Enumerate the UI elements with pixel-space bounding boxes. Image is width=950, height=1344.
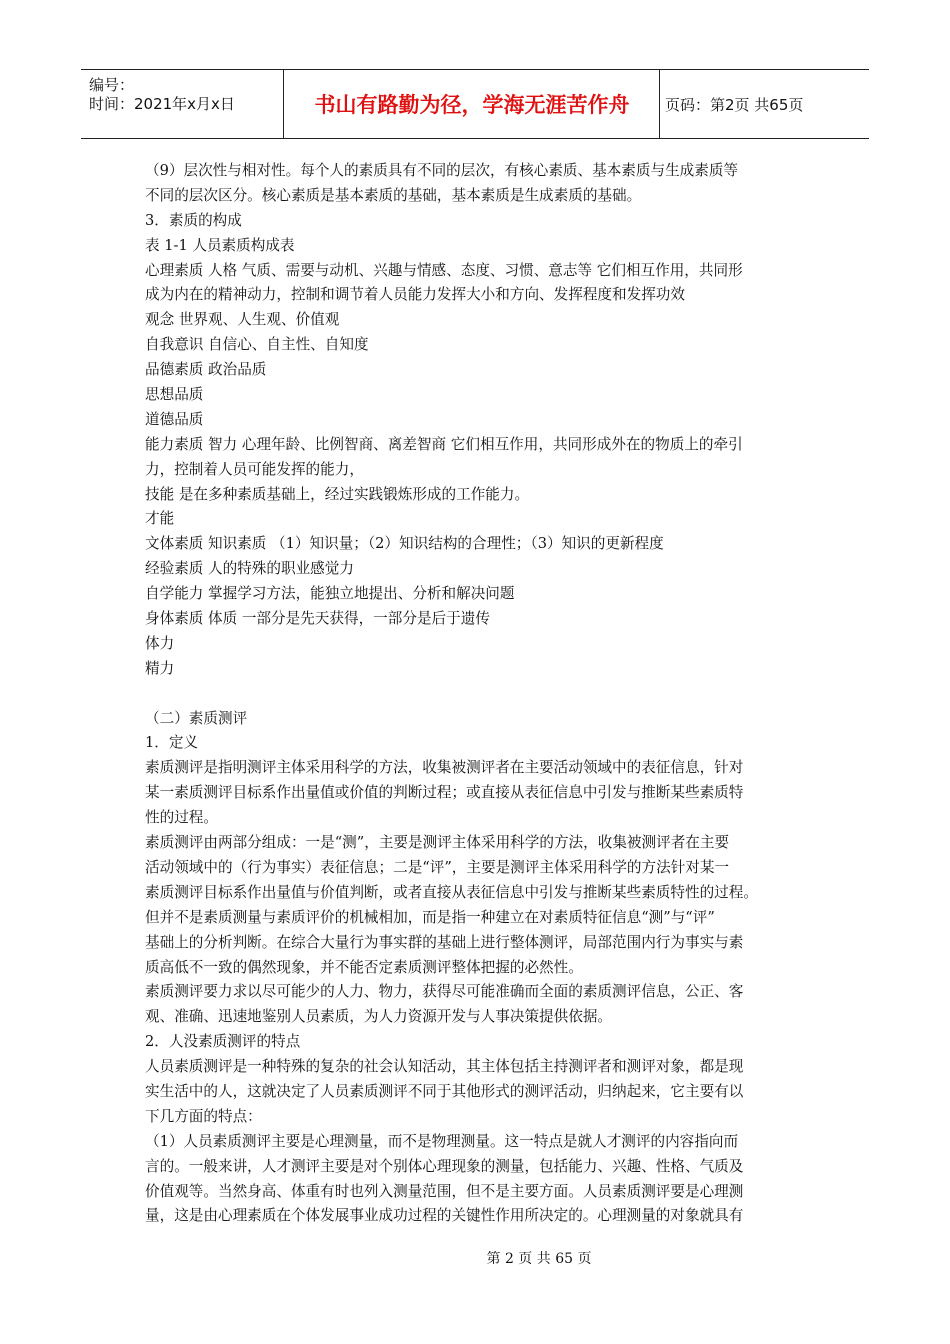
text-line: 素质测评由两部分组成：一是“测”，主要是测评主体采用科学的方法，收集被测评者在主要 bbox=[145, 834, 730, 852]
text-line: 3．素质的构成 bbox=[145, 211, 242, 229]
text-line: 素质测评是指明测评主体采用科学的方法，收集被测评者在主要活动领域中的表征信息，针对 bbox=[145, 759, 744, 777]
text-line: 实生活中的人，这就决定了人员素质测评不同于其他形式的测评活动，归纳起来，它主要有以 bbox=[145, 1082, 744, 1100]
footer-page-number: 第 2 页 共 65 页 bbox=[486, 1251, 592, 1267]
text-line: 品德素质 政治品质 bbox=[145, 361, 267, 379]
text-line: 表 1-1 人员素质构成表 bbox=[145, 236, 295, 254]
text-line: 自学能力 掌握学习方法，能独立地提出、分析和解决问题 bbox=[145, 585, 515, 603]
text-line: 不同的层次区分。核心素质是基本素质的基础，基本素质是生成素质的基础。 bbox=[145, 186, 642, 204]
page-footer bbox=[0, 1248, 950, 1268]
text-line: 精力 bbox=[145, 659, 175, 677]
text-line: 量，这是由心理素质在个体发展事业成功过程的关键性作用所决定的。心理测量的对象就具有 bbox=[145, 1207, 744, 1225]
text-line: 素质测评要力求以尽可能少的人力、物力，获得尽可能准确而全面的素质测评信息，公正、客 bbox=[145, 983, 744, 1001]
document-number-label: 编号： bbox=[89, 76, 135, 94]
text-line: 体力 bbox=[145, 634, 175, 652]
text-line: 自我意识 自信心、自主性、自知度 bbox=[145, 336, 369, 354]
text-line: 才能 bbox=[145, 510, 175, 528]
text-line: 素质测评目标系作出量值与价值判断，或者直接从表征信息中引发与推断某些素质特性的过程。 bbox=[145, 883, 758, 901]
text-line: 技能 是在多种素质基础上，经过实践锻炼形成的工作能力。 bbox=[145, 485, 530, 503]
text-line: 质高低不一致的偶然现象，并不能否定素质测评整体把握的必然性。 bbox=[145, 958, 583, 976]
text-line: 观念 世界观、人生观、价值观 bbox=[145, 311, 340, 329]
text-line: 2．人没素质测评的特点 bbox=[145, 1033, 301, 1051]
page-header bbox=[81, 69, 869, 139]
text-line: 成为内在的精神动力，控制和调节着人员能力发挥大小和方向、发挥程度和发挥功效 bbox=[145, 286, 685, 304]
text-line: 但并不是素质测量与素质评价的机械相加，而是指一种建立在对素质特征信息“测”与“评” bbox=[145, 908, 715, 926]
blank-line bbox=[145, 682, 825, 707]
text-line: 下几方面的特点： bbox=[145, 1107, 262, 1125]
text-line: （9）层次性与相对性。每个人的素质具有不同的层次，有核心素质、基本素质与生成素质等 bbox=[145, 162, 739, 179]
document-date-label: 时间：2021年x月x日 bbox=[89, 95, 235, 113]
text-line: 身体素质 体质 一部分是先天获得，一部分是后于遗传 bbox=[145, 610, 490, 628]
text-line: 1．定义 bbox=[145, 734, 199, 752]
header-motto: 书山有路勤为径，学海无涯苦作舟 bbox=[314, 93, 630, 117]
text-line: 言的。一般来讲，人才测评主要是对个别体心理现象的测量，包括能力、兴趣、性格、气质及 bbox=[145, 1157, 744, 1175]
text-line: 心理素质 人格 气质、需要与动机、兴趣与情感、态度、习惯、意志等 它们相互作用，共同形 bbox=[145, 261, 743, 279]
header-page-info: 页码：第2页 共65页 bbox=[665, 96, 804, 114]
text-line: 思想品质 bbox=[145, 386, 204, 404]
text-line: （二）素质测评 bbox=[145, 709, 248, 727]
text-line: 性的过程。 bbox=[145, 809, 218, 827]
text-line: 基础上的分析判断。在综合大量行为事实群的基础上进行整体测评，局部范围内行为事实与素 bbox=[145, 933, 744, 951]
text-line: 文体素质 知识素质 （1）知识量；（2）知识结构的合理性；（3）知识的更新程度 bbox=[145, 535, 664, 553]
text-line: 力，控制着人员可能发挥的能力， bbox=[145, 460, 364, 478]
text-line: 人员素质测评是一种特殊的复杂的社会认知活动，其主体包括主持测评者和测评对象，都是现 bbox=[145, 1058, 744, 1076]
text-line: 能力素质 智力 心理年龄、比例智商、离差智商 它们相互作用，共同形成外在的物质上的牵引 bbox=[145, 435, 743, 453]
text-line: 某一素质测评目标系作出量值或价值的判断过程；或直接从表征信息中引发与推断某些素质特 bbox=[145, 784, 744, 802]
text-line: 价值观等。当然身高、体重有时也列入测量范围，但不是主要方面。人员素质测评要是心理测 bbox=[145, 1182, 744, 1200]
text-line: 道德品质 bbox=[145, 410, 204, 428]
text-line: 活动领域中的（行为事实）表征信息；二是“评”，主要是测评主体采用科学的方法针对某一 bbox=[145, 858, 730, 876]
document-body bbox=[145, 159, 825, 1229]
text-line: 经验素质 人的特殊的职业感觉力 bbox=[145, 560, 354, 578]
text-line: （1）人员素质测评主要是心理测量，而不是物理测量。这一特点是就人才测评的内容指向而 bbox=[145, 1132, 739, 1150]
text-line: 观、准确、迅速地鉴别人员素质，为人力资源开发与人事决策提供依据。 bbox=[145, 1008, 613, 1026]
